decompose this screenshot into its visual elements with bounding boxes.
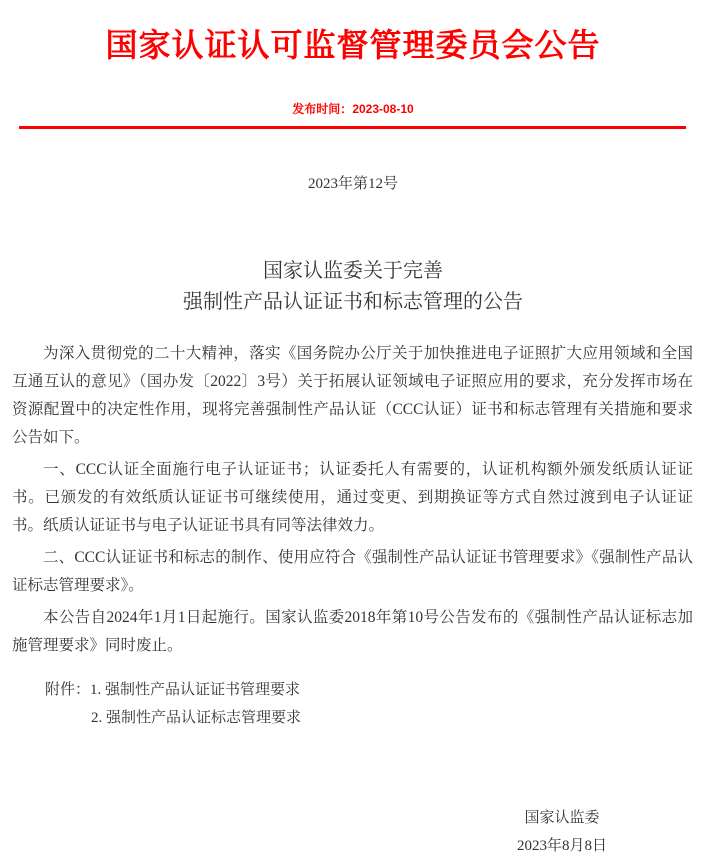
body-paragraph-intro: 为深入贯彻党的二十大精神，落实《国务院办公厅关于加快推进电子证照扩大应用领域和全国互通互认的意见》（国办发〔2022〕3号）关于拓展认证领域电子证照应用的要求，充分发挥市场在资源配置中的决定性作用，现将完善强制性产品认证（CCC认证）证书和标志管理有关措施和要求公告如下。 bbox=[12, 345, 693, 446]
attachment-item-2: 2. 强制性产品认证标志管理要求 bbox=[91, 710, 302, 726]
body-paragraph-item-1: 一、CCC认证全面施行电子认证证书；认证委托人有需要的，认证机构额外颁发纸质认证证书。已颁发的有效纸质认证证书可继续使用，通过变更、到期换证等方式自然过渡到电子认证证书。纸质认证证书与电子认证证书具有同等法律效力。 bbox=[12, 461, 693, 534]
attachment-row-1 bbox=[45, 676, 706, 704]
header-divider bbox=[19, 126, 686, 129]
document-title bbox=[0, 256, 706, 318]
attachments-label: 附件： bbox=[45, 682, 91, 698]
page-title: 国家认证认可监督管理委员会公告 bbox=[105, 27, 601, 63]
signature-issuer: 国家认监委 bbox=[524, 810, 600, 826]
attachment-item-1: 1. 强制性产品认证证书管理要求 bbox=[90, 682, 301, 698]
body-paragraph-effective: 本公告自2024年1月1日起施行。国家认监委2018年第10号公告发布的《强制性产品认证标志加施管理要求》同时废止。 bbox=[12, 609, 693, 654]
body-paragraph-item-2: 二、CCC认证证书和标志的制作、使用应符合《强制性产品认证证书管理要求》《强制性产品认证标志管理要求》。 bbox=[12, 549, 693, 594]
signature-block bbox=[0, 804, 706, 860]
signature-date: 2023年8月8日 bbox=[516, 838, 607, 854]
document-title-line2: 强制性产品认证证书和标志管理的公告 bbox=[183, 291, 523, 313]
signature-inner bbox=[517, 804, 607, 860]
attachments-section bbox=[45, 676, 706, 732]
document-title-line1: 国家认监委关于完善 bbox=[263, 260, 443, 282]
issue-number: 2023年第12号 bbox=[307, 176, 398, 192]
publish-date: 2023-08-10 bbox=[352, 102, 414, 116]
document-body bbox=[12, 340, 693, 660]
publish-time-label: 发布时间： bbox=[292, 102, 353, 116]
attachment-row-2 bbox=[45, 704, 706, 732]
publish-time bbox=[0, 102, 706, 116]
